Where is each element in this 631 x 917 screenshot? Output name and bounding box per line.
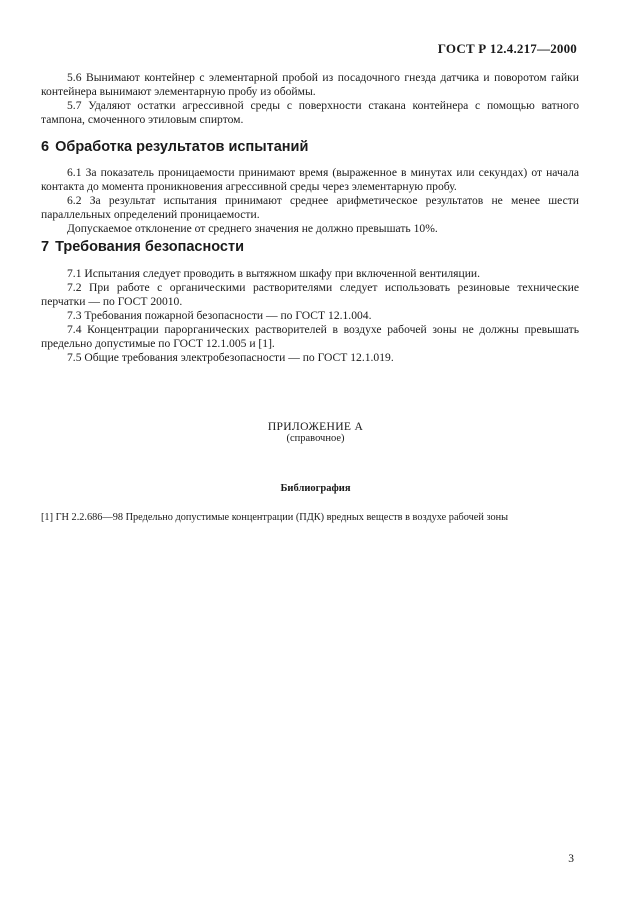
page-number: 3 bbox=[568, 853, 574, 865]
section-7-heading bbox=[41, 239, 244, 255]
tolerance-note: Допускаемое отклонение от среднего значения не должно превышать 10%. bbox=[67, 222, 438, 235]
clause-7-5: 7.5 Общие требования электробезопасности — по ГОСТ 12.1.019. bbox=[67, 351, 394, 364]
doc-code-header: ГОСТ Р 12.4.217—2000 bbox=[437, 41, 577, 56]
clause-7-3: 7.3 Требования пожарной безопасности — по ГОСТ 12.1.004. bbox=[67, 309, 372, 322]
bibliography-item-1: [1] ГН 2.2.686—98 Предельно допустимые концентрации (ПДК) вредных веществ в воздухе рабочей зоны bbox=[41, 512, 509, 523]
bibliography-heading: Библиография bbox=[280, 483, 351, 494]
section-6-heading bbox=[41, 139, 308, 155]
section-6-number: 6 bbox=[41, 139, 50, 155]
clause-7-2: 7.2 При работе с органическими растворителями следует использовать резиновые технические перчатки — по ГОСТ 20010. bbox=[41, 281, 579, 308]
appendix-subtitle: (справочное) bbox=[286, 433, 345, 444]
clause-5-6: 5.6 Вынимают контейнер с элементарной пробой из посадочного гнезда датчика и поворотом гайки контейнера вынимают элементарную пробу из обоймы. bbox=[41, 71, 579, 98]
section-6-body bbox=[41, 166, 579, 236]
clause-7-1: 7.1 Испытания следует проводить в вытяжном шкафу при включенной вентиляции. bbox=[67, 267, 481, 280]
clause-6-2: 6.2 За результат испытания принимают среднее арифметическое результатов не менее шести параллельных определений проницаемости. bbox=[41, 194, 579, 221]
clause-6-1: 6.1 За показатель проницаемости принимают время (выраженное в минутах или секундах) от начала контакта до момента проникновения агрессивной среды через элементарную пробу. bbox=[41, 166, 579, 193]
section-7-number: 7 bbox=[41, 239, 50, 255]
clauses-5-block bbox=[41, 71, 579, 127]
section-7-body bbox=[41, 267, 579, 365]
clause-7-4: 7.4 Концентрации парорганических растворителей в воздухе рабочей зоны не должны превышать предельно допустимые по ГОСТ 12.1.005 и [1]. bbox=[41, 323, 579, 350]
section-7-title: Требования безопасности bbox=[55, 239, 244, 255]
appendix-title: ПРИЛОЖЕНИЕ А bbox=[267, 420, 364, 433]
clause-5-7: 5.7 Удаляют остатки агрессивной среды с поверхности стакана контейнера с помощью ватного тампона, смоченного этиловым спиртом. bbox=[41, 99, 579, 126]
section-6-title: Обработка результатов испытаний bbox=[55, 139, 309, 155]
